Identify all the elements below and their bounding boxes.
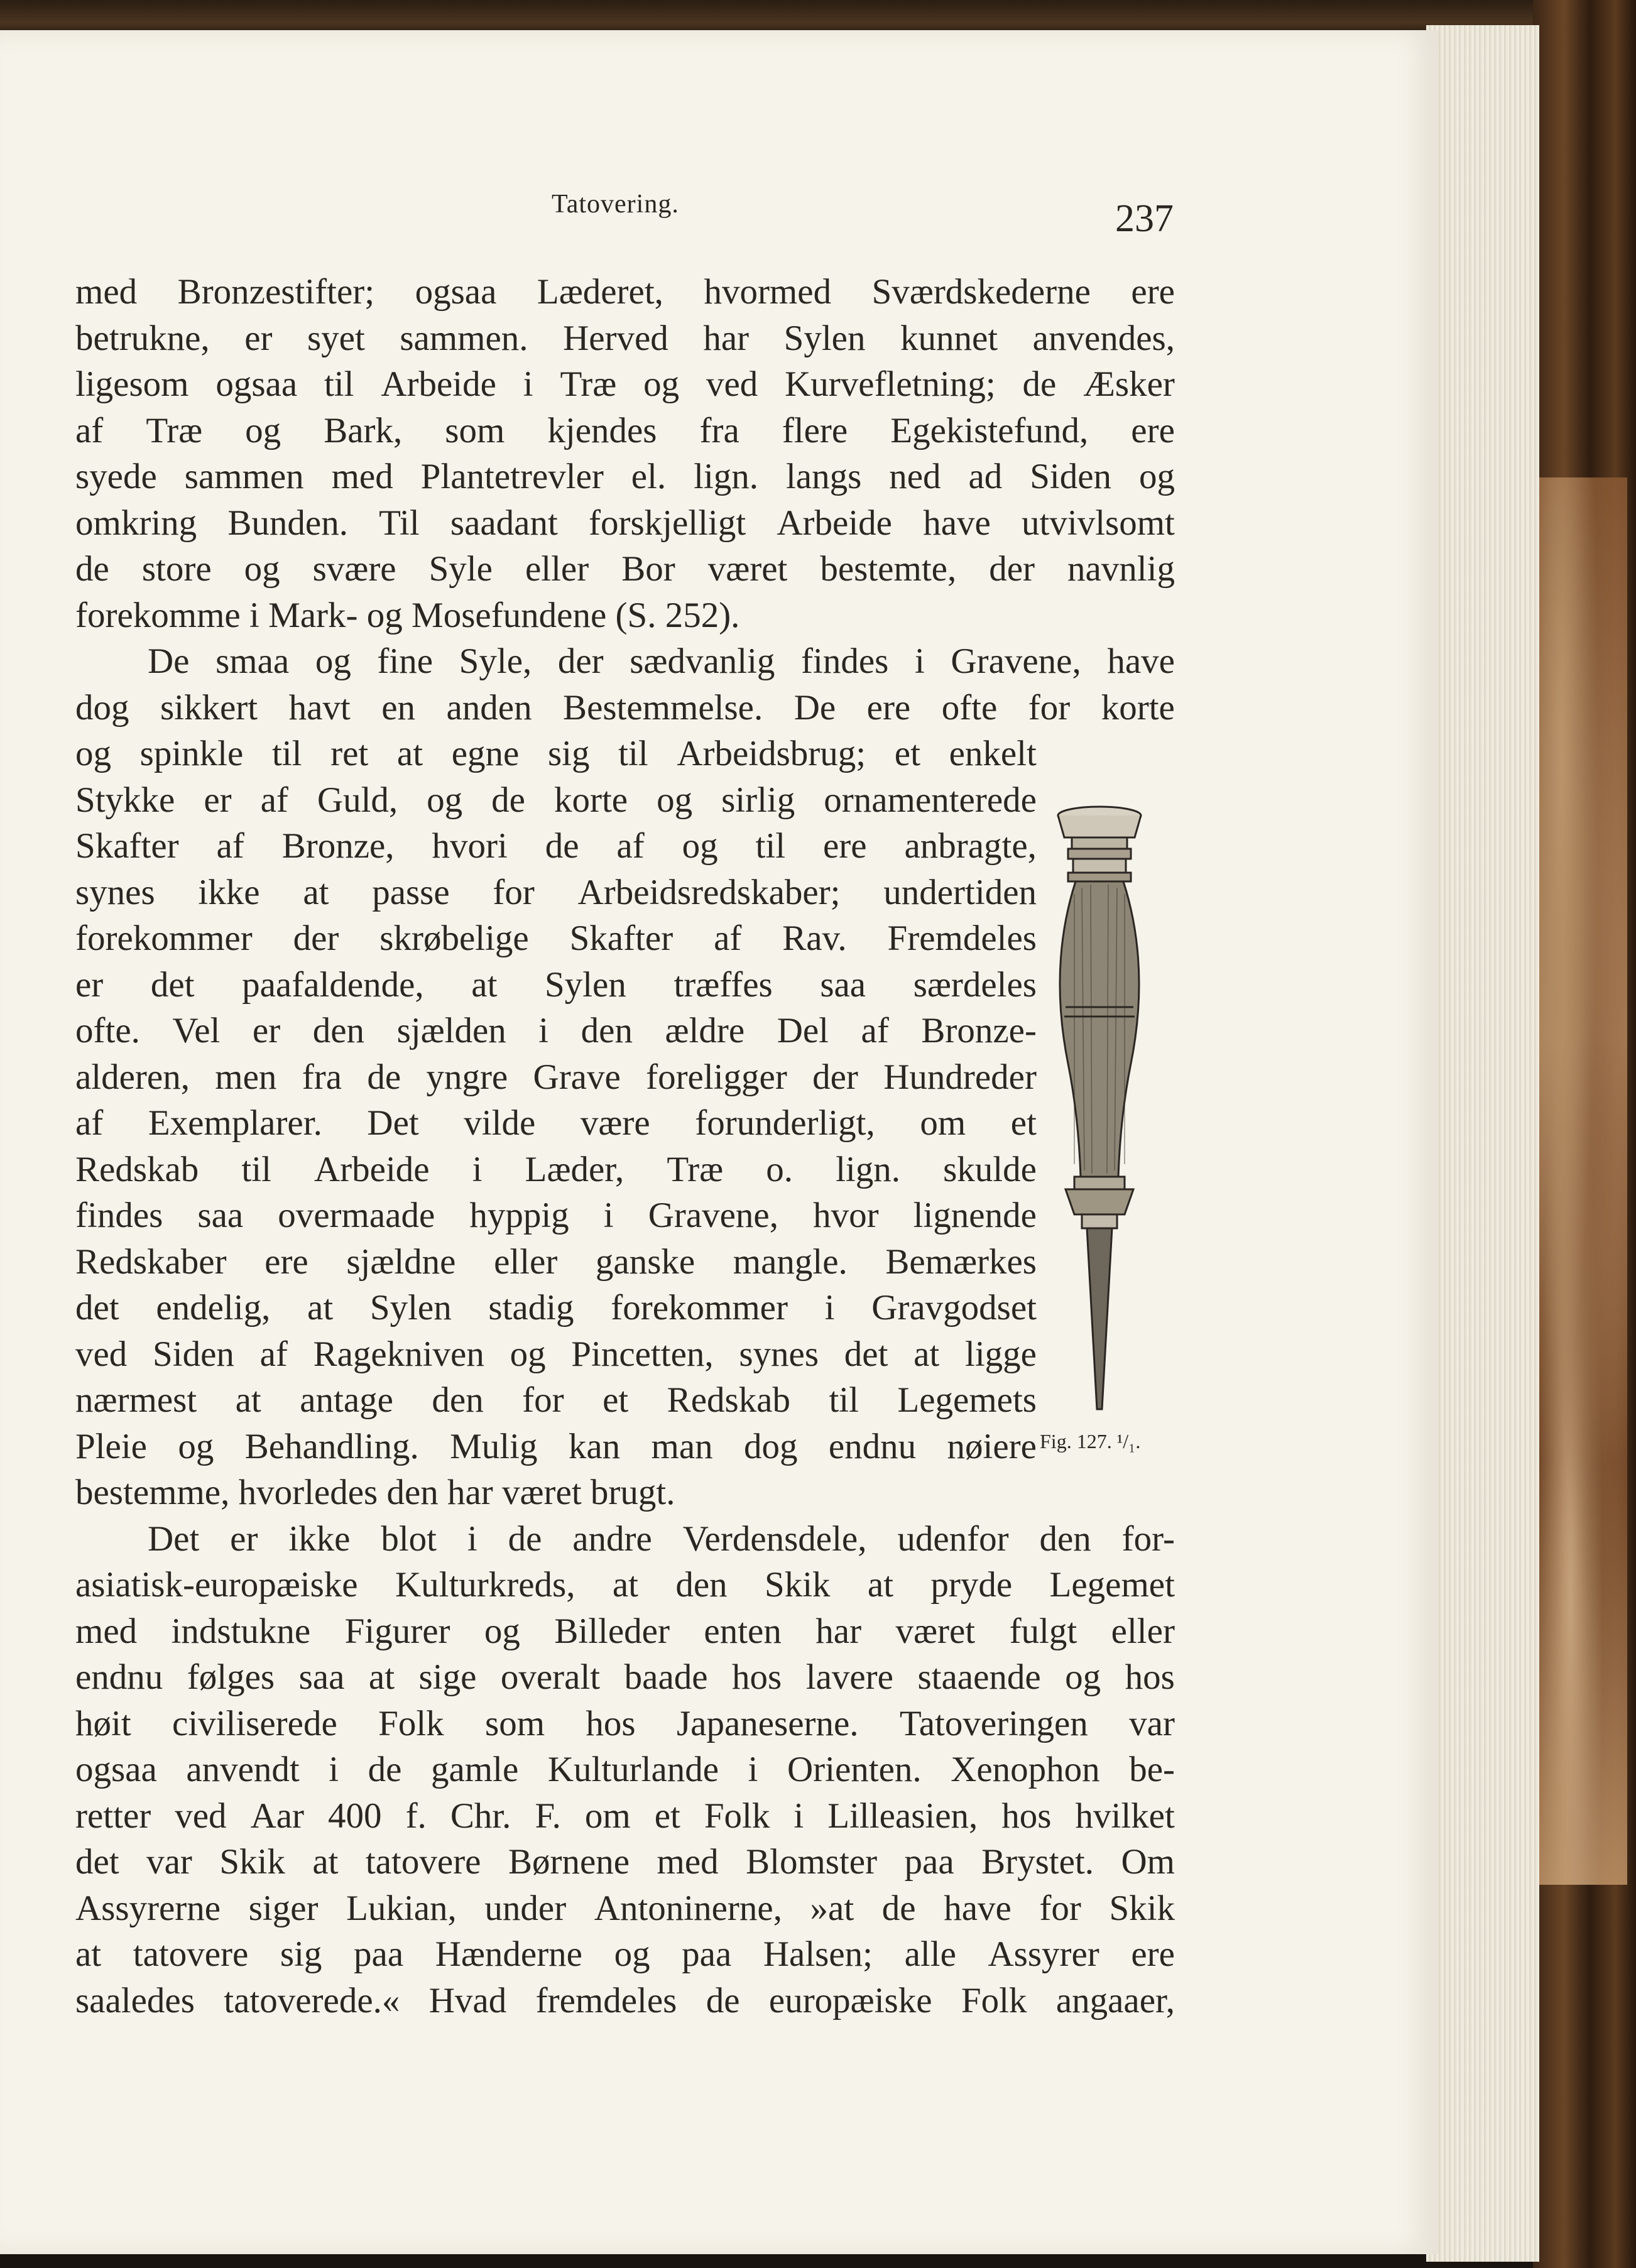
text-line: Pleie og Behandling. Mulig kan man dog endnu nøiere <box>75 1426 1037 1466</box>
text-line: Redskaber ere sjældne eller ganske mangle. Bemærkes <box>75 1241 1037 1282</box>
text-line: det endelig, at Sylen stadig forekommer i Gravgodset <box>75 1288 1037 1328</box>
text-line: og spinkle til ret at egne sig til Arbeidsbrug; et enkelt <box>75 734 1037 773</box>
text-line: asiatisk-europæiske Kulturkreds, at den Skik at pryde Legemet <box>75 1565 1175 1605</box>
running-title: Tatovering. <box>552 190 679 219</box>
text-line: at tatovere sig paa Hænderne og paa Halsen; alle Assyrer ere <box>75 1934 1175 1974</box>
page-stack-edge <box>1426 25 1539 2262</box>
book-page <box>0 30 1439 2254</box>
text-line: retter ved Aar 400 f. Chr. F. om et Folk i Lilleasien, hos hvilket <box>75 1796 1175 1836</box>
text-line: af Exemplarer. Det vilde være forunderligt, om et <box>75 1103 1037 1143</box>
text-line: de store og svære Syle eller Bor været bestemte, der navnlig <box>75 549 1175 589</box>
text-line: Stykke er af Guld, og de korte og sirlig ornamenterede <box>75 780 1037 820</box>
marbled-endpaper <box>1533 477 1627 1885</box>
text-line: forekomme i Mark- og Mosefundene (S. 252). <box>75 595 740 635</box>
text-line: ogsaa anvendt i de gamle Kulturlande i Orienten. Xenophon be- <box>75 1750 1175 1789</box>
text-line: omkring Bunden. Til saadant forskjelligt Arbeide have utvivlsomt <box>75 503 1175 543</box>
text-line: ved Siden af Ragekniven og Pincetten, synes det at ligge <box>75 1334 1037 1374</box>
awl-with-bone-handle-illustration <box>1043 800 1156 1415</box>
text-line: endnu følges saa at sige overalt baade hos lavere staaende og hos <box>75 1657 1175 1697</box>
text-line: Assyrerne siger Lukian, under Antoninerne, »at de have for Skik <box>75 1888 1175 1928</box>
text-line: findes saa overmaade hyppig i Gravene, hvor lignende <box>75 1196 1037 1235</box>
text-line: alderen, men fra de yngre Grave foreligger der Hundreder <box>75 1057 1037 1097</box>
text-line: er det paafaldende, at Sylen træffes saa særdeles <box>75 964 1037 1005</box>
text-line: ligesom ogsaa til Arbeide i Træ og ved Kurvefletning; de Æsker <box>75 364 1175 404</box>
text-line: dog sikkert havt en anden Bestemmelse. De ere ofte for korte <box>75 687 1175 728</box>
text-line: nærmest at antage den for et Redskab til Legemets <box>75 1380 1037 1420</box>
text-line: det var Skik at tatovere Børnene med Blomster paa Brystet. Om <box>75 1842 1175 1882</box>
text-line: saaledes tatoverede.« Hvad fremdeles de europæiske Folk angaaer, <box>75 1980 1175 2020</box>
text-line: med Bronzestifter; ogsaa Læderet, hvormed Sværdskederne ere <box>75 272 1175 312</box>
page-header <box>0 184 1439 240</box>
text-line: synes ikke at passe for Arbeidsredskaber; undertiden <box>75 872 1037 912</box>
page-number: 237 <box>1115 197 1174 240</box>
text-line: bestemme, hvorledes den har været brugt. <box>75 1473 675 1512</box>
text-line: Skafter af Bronze, hvori de af og til ere anbragte, <box>75 826 1037 866</box>
text-line: med indstukne Figurer og Billeder enten har været fulgt eller <box>75 1611 1175 1651</box>
text-line: ofte. Vel er den sjælden i den ældre Del af Bronze- <box>75 1011 1037 1050</box>
text-line: De smaa og fine Syle, der sædvanlig findes i Gravene, have <box>148 641 1175 681</box>
text-line: syede sammen med Plantetrevler el. lign. langs ned ad Siden og <box>75 457 1175 496</box>
text-line: Det er ikke blot i de andre Verdensdele, udenfor den for- <box>148 1518 1175 1559</box>
figure-caption: Fig. 127. ¹/₁. <box>1040 1430 1141 1453</box>
body-text <box>75 269 1175 2024</box>
text-line: Redskab til Arbeide i Læder, Træ o. lign. skulde <box>75 1149 1037 1189</box>
text-line: af Træ og Bark, som kjendes fra flere Egekistefund, ere <box>75 410 1175 450</box>
text-line: høit civiliserede Folk som hos Japaneserne. Tatoveringen var <box>75 1703 1175 1743</box>
text-line: forekommer der skrøbelige Skafter af Rav. Fremdeles <box>75 919 1037 958</box>
text-line: betrukne, er syet sammen. Herved har Sylen kunnet anvendes, <box>75 318 1175 358</box>
